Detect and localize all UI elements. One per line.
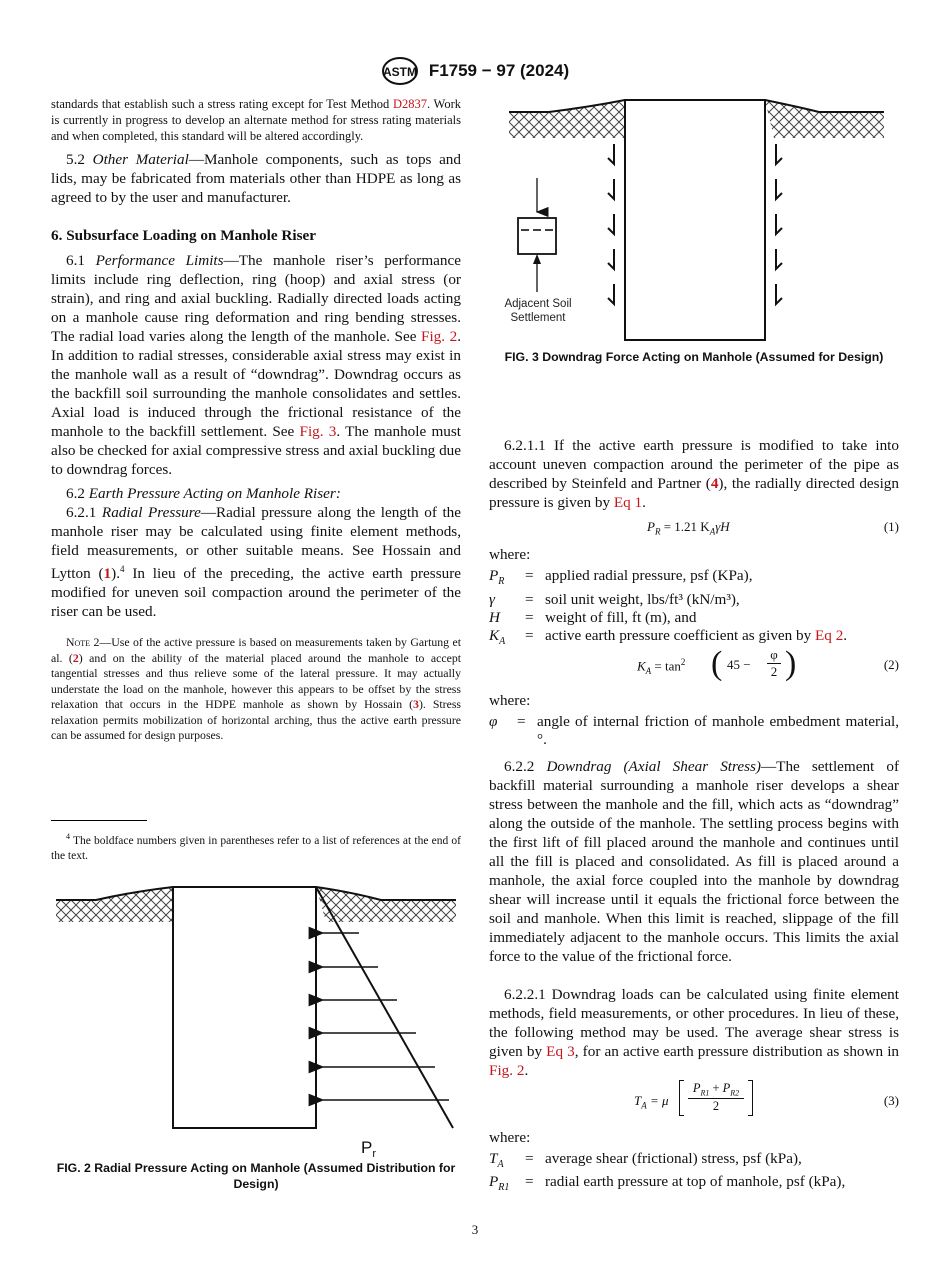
section-6-2-2-1: 6.2.2.1 Downdrag loads can be calculated using finite element methods, field measurements, or other procedures. In lieu of these, the following method may be used. The average shear stress is given by Eq 3, for an active earth pressure distribution as shown in Fig. 2. xyxy=(489,986,900,1079)
soil-hatch-right xyxy=(765,100,884,138)
footnote-rule xyxy=(51,820,147,821)
link-ref-1[interactable]: 1 xyxy=(103,565,112,583)
downdrag-arrow-left xyxy=(608,249,614,269)
link-ref-3[interactable]: 3 xyxy=(413,697,419,712)
link-d2837[interactable]: D2837 xyxy=(392,97,427,111)
link-fig-2-b[interactable]: Fig. 2 xyxy=(489,1062,525,1079)
downdrag-arrow-left xyxy=(608,284,614,304)
pressure-label: $P_r$ xyxy=(361,1138,377,1160)
definition-row: γ = soil unit weight, lbs/ft³ (kN/m³), xyxy=(489,591,740,609)
section-6-heading: 6. Subsurface Loading on Manhole Riser xyxy=(51,227,316,244)
downdrag-arrow-right xyxy=(776,249,782,269)
downdrag-arrow-right xyxy=(776,179,782,199)
downdrag-arrow-left xyxy=(608,144,614,164)
pressure-arrows xyxy=(323,933,449,1100)
figure-3-caption: FIG. 3 Downdrag Force Acting on Manhole (Assumed for Design) xyxy=(504,350,884,364)
link-ref-4[interactable]: 4 xyxy=(710,475,719,492)
link-eq-2[interactable]: Eq 2 xyxy=(815,627,844,645)
definition-row: $P_{R1}$ = radial earth pressure at top of manhole, psf (kPa), xyxy=(489,1173,846,1194)
where-label-3: where: xyxy=(489,1129,531,1146)
downdrag-arrow-right xyxy=(776,214,782,234)
soil-hatch-left xyxy=(509,100,625,138)
astm-logo-icon xyxy=(381,56,419,86)
manhole-riser xyxy=(173,887,316,1128)
document-designation: F1759 − 97 (2024) xyxy=(428,61,570,80)
link-eq-3[interactable]: Eq 3 xyxy=(546,1043,575,1060)
section-5-2: 5.2 Other Material—Manhole components, such as tops and lids, may be fabricated from materials other than HDPE as long as agreed to by the user and manufacturer. xyxy=(51,151,461,206)
manhole-riser xyxy=(625,100,765,340)
settlement-gauge xyxy=(518,178,556,292)
definition-row: H = weight of fill, ft (m), and xyxy=(489,609,697,627)
link-fig-3[interactable]: Fig. 3 xyxy=(299,423,337,440)
figure-3-downdrag xyxy=(489,92,899,347)
section-6-1: 6.1 Performance Limits—The manhole riser’s performance limits include ring deflection, ring (hoop) and axial stress (or strain), and ring and axial buckling. Radially directed loads acting on a manhole cause ring deformation and ring bending stresses. The radial load varies along the length of the manhole. See Fig. 2. In addition to radial stresses, considerable axial stress may exist in the manhole wall as a result of “downdrag”. Downdrag occurs as the backfill soil surrounding the manhole consolidates and settles. Axial load is induced through the frictional resistance of the manhole to the backfill settlement. See Fig. 3. The manhole must also be checked for axial compressive stress and axial buckling due to downdrag forces. xyxy=(51,252,461,478)
figure-2-caption: FIG. 2 Radial Pressure Acting on Manhole (Assumed Distribution for Design) xyxy=(56,1161,456,1191)
section-6-2-1-1: 6.2.1.1 If the active earth pressure is modified to take into account uneven compaction around the perimeter of the pipe as described by Steinfeld and Partner (4), the radially directed design pressure is given by Eq 1. xyxy=(489,437,899,511)
definitions-eq1 xyxy=(489,567,899,651)
definitions-eq2 xyxy=(489,713,899,749)
page-header xyxy=(0,56,950,86)
where-label-2: where: xyxy=(489,692,531,709)
definition-row: $T_A$ = average shear (frictional) stress, psf (kPa), xyxy=(489,1150,802,1171)
definitions-eq3 xyxy=(489,1150,899,1196)
soil-hatch-left xyxy=(56,887,173,922)
page-number: 3 xyxy=(471,1222,479,1237)
soil-hatch-right xyxy=(316,887,456,922)
paragraph-continued: standards that establish such a stress rating except for Test Method D2837. Work is currently in progress to develop an alternate method for stress rating materials and when completed, this standard will be altered accordingly. xyxy=(51,97,462,143)
definition-row: $P_R$ = applied radial pressure, psf (KPa), xyxy=(489,567,753,588)
equation-3: $T_A = \mu$ $P_{R1} + P_{R2}$ 2 (3) xyxy=(489,1080,899,1124)
link-eq-1[interactable]: Eq 1 xyxy=(613,494,643,511)
definition-row: $K_A$ = active earth pressure coefficient as given by Eq 2. xyxy=(489,627,848,648)
link-fig-2[interactable]: Fig. 2 xyxy=(421,328,458,345)
settlement-label-line-2: Settlement xyxy=(510,312,566,324)
note-2: Note 2—Use of the active pressure is based on measurements taken by Gartung et al. (2) and on the ability of the material placed around the manhole to accept tangential stresses and thus relieve some of the lateral pressure. It may actually understate the load on the manhole, however this appears to be offset by the stress relaxation that occurs in the HDPE manhole as shown by Hossain (3). Stress relaxation permits mobilization of horizontal arching, thus the active earth pressure can be assumed for design purposes. xyxy=(51,635,461,743)
svg-text:ASTM: ASTM xyxy=(382,65,417,79)
figure-2-radial-pressure xyxy=(51,870,461,1160)
downdrag-arrow-right xyxy=(776,144,782,164)
downdrag-arrow-right xyxy=(776,284,782,304)
downdrag-arrow-left xyxy=(608,179,614,199)
where-label-1: where: xyxy=(489,546,531,563)
footnote-4: $^4$ The boldface numbers given in parentheses refer to a list of references at the end of the text. xyxy=(51,832,461,862)
settlement-label-line-1: Adjacent Soil xyxy=(504,298,572,310)
section-6-2-1: 6.2.1 Radial Pressure—Radial pressure along the length of the manhole riser may be calculated using finite element methods, field measurements, or other suitable means. See Hossain and Lytton (1).$^4$ In lieu of the preceding, the active earth pressure modified for uneven soil compaction around the perimeter of the riser can be used. xyxy=(51,504,462,621)
section-6-2: 6.2 Earth Pressure Acting on Manhole Riser: xyxy=(66,485,341,502)
downdrag-arrow-left xyxy=(608,214,614,234)
equation-2: $K_A = \tan^2$ ( 45 − φ 2 ) (2) xyxy=(637,645,899,682)
link-ref-2[interactable]: 2 xyxy=(72,650,79,665)
definition-row: φ = angle of internal friction of manhole embedment material, °. xyxy=(489,713,899,748)
section-6-2-2: 6.2.2 Downdrag (Axial Shear Stress)—The settlement of backfill material surrounding a manhole riser develops a shear stress between the manhole and the fill, which acts as “downdrag” along the outside of the manhole. The settling process begins with the first lift of fill placed around the manhole and continues until all the fill is placed and consolidated. As fill is placed around a manhole, the axial force coupled into the manhole by downdrag shear will increase until it equals the frictional force between the soil and manhole. When this limit is reached, slippage of the fill immediately adjacent to the manhole occurs. This limits the axial force to the value of the frictional force. xyxy=(489,758,899,965)
left-column xyxy=(51,96,461,744)
pressure-diagram-line xyxy=(316,887,453,1128)
